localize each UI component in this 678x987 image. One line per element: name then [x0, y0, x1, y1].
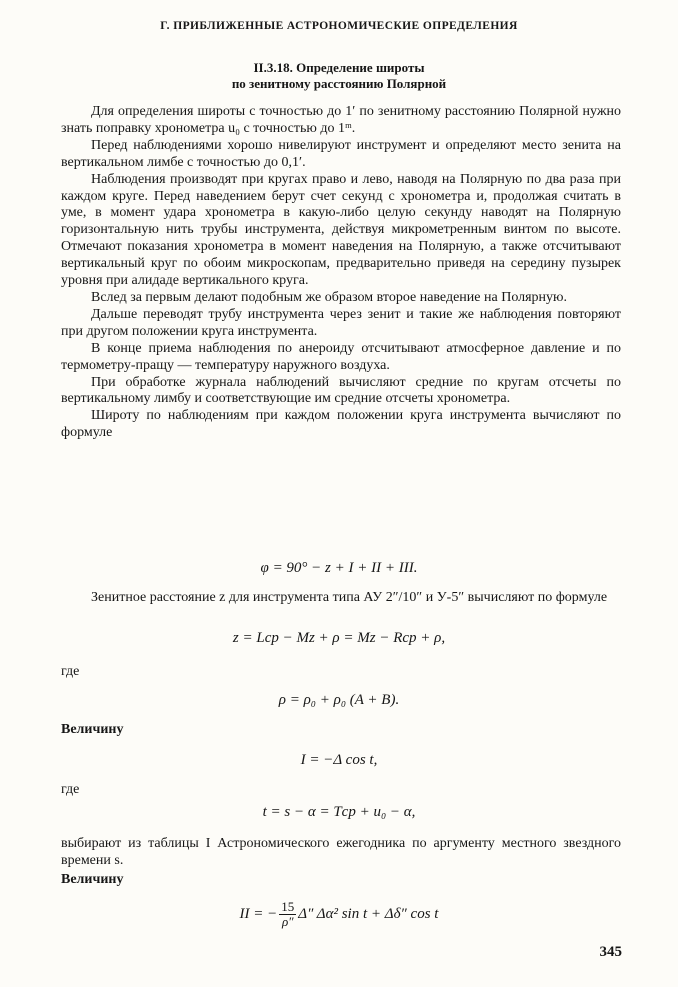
- formula-left: II = −: [239, 905, 278, 922]
- label-where: где: [61, 782, 80, 797]
- body-text: [61, 104, 621, 442]
- paragraph: Для определения широты с точностью до 1′ по зенитному расстоянию Полярной нужно знать поправку хронометра u₀ с точностью до 1ᵐ.: [61, 104, 621, 136]
- section-title: [0, 60, 678, 92]
- paragraph: Дальше переводят трубу инструмента через зенит и такие же наблюдения повторяют при другом положении круга инструмента.: [61, 306, 621, 339]
- page-number: 345: [599, 944, 622, 960]
- fraction-denominator: ρ″: [281, 914, 294, 929]
- formula-zenith-distance: z = Lср − Mz + ρ = Mz − Rср + ρ,: [232, 630, 446, 646]
- label-where: где: [61, 664, 80, 679]
- formula-refraction: ρ = ρ₀ + ρ₀ (A + B).: [278, 692, 400, 708]
- paragraph: Вслед за первым делают подобным же образом второе наведение на Полярную.: [91, 289, 568, 305]
- paragraph-zenith: [61, 590, 621, 607]
- formula-right: Δ″ Δα² sin t + Δδ″ cos t: [298, 905, 439, 922]
- paragraph: выбирают из таблицы I Астрономического ежегодника по аргументу местного звездного времени s.: [61, 836, 621, 868]
- label-value: Величину: [61, 722, 124, 737]
- fraction-numerator: 15: [281, 899, 295, 914]
- paragraph: В конце приема наблюдения по анероиду отсчитывают атмосферное давление и по термометру-пращу — температуру наружного воздуха.: [61, 340, 621, 373]
- paragraph-table: [61, 836, 621, 870]
- paragraph: Зенитное расстояние z для инструмента типа АУ 2″/10″ и У-5″ вычисляют по формуле: [91, 590, 608, 605]
- section-title-line-2: по зенитному расстоянию Полярной: [231, 76, 447, 91]
- formula-latitude: φ = 90° − z + I + II + III.: [260, 560, 418, 576]
- label-value: Величину: [61, 872, 124, 887]
- paragraph: Широту по наблюдениям при каждом положении круга инструмента вычисляют по формуле: [61, 408, 621, 441]
- paragraph: Перед наблюдениями хорошо нивелируют инструмент и определяют место зенита на вертикальном лимбе с точностью до 0,1′.: [61, 137, 621, 170]
- paragraph: Наблюдения производят при кругах право и лево, наводя на Полярную по два раза при каждом круге. Перед наведением берут счет секунд с хронометра и, продолжая считать в уме, в момент удара хронометра в какую-либо целую секунду наводят на Полярную горизонтальную нить трубы инструмента, действуя микрометренным винтом по высоте. Отмечают показания хронометра в момент наведения на Полярную, а также отсчитывают вертикальный круг по обоим микроскопам, предварительно приведя на середину пузырек уровня при алидаде вертикального круга.: [61, 171, 621, 289]
- paragraph: При обработке журнала наблюдений вычисляют средние по кругам отсчеты по вертикальному лимбу и соответствующие им средние отсчеты хронометра.: [61, 374, 621, 407]
- formula-hour-angle: t = s − α = Tср + u₀ − α,: [262, 804, 416, 820]
- fraction: [279, 900, 296, 929]
- formula-correction-one: I = −Δ cos t,: [300, 752, 378, 768]
- section-title-line-1: II.3.18. Определение широты: [253, 60, 425, 75]
- running-header: Г. ПРИБЛИЖЕННЫЕ АСТРОНОМИЧЕСКИЕ ОПРЕДЕЛЕНИЯ: [160, 20, 518, 32]
- formula-correction-two: [0, 900, 678, 929]
